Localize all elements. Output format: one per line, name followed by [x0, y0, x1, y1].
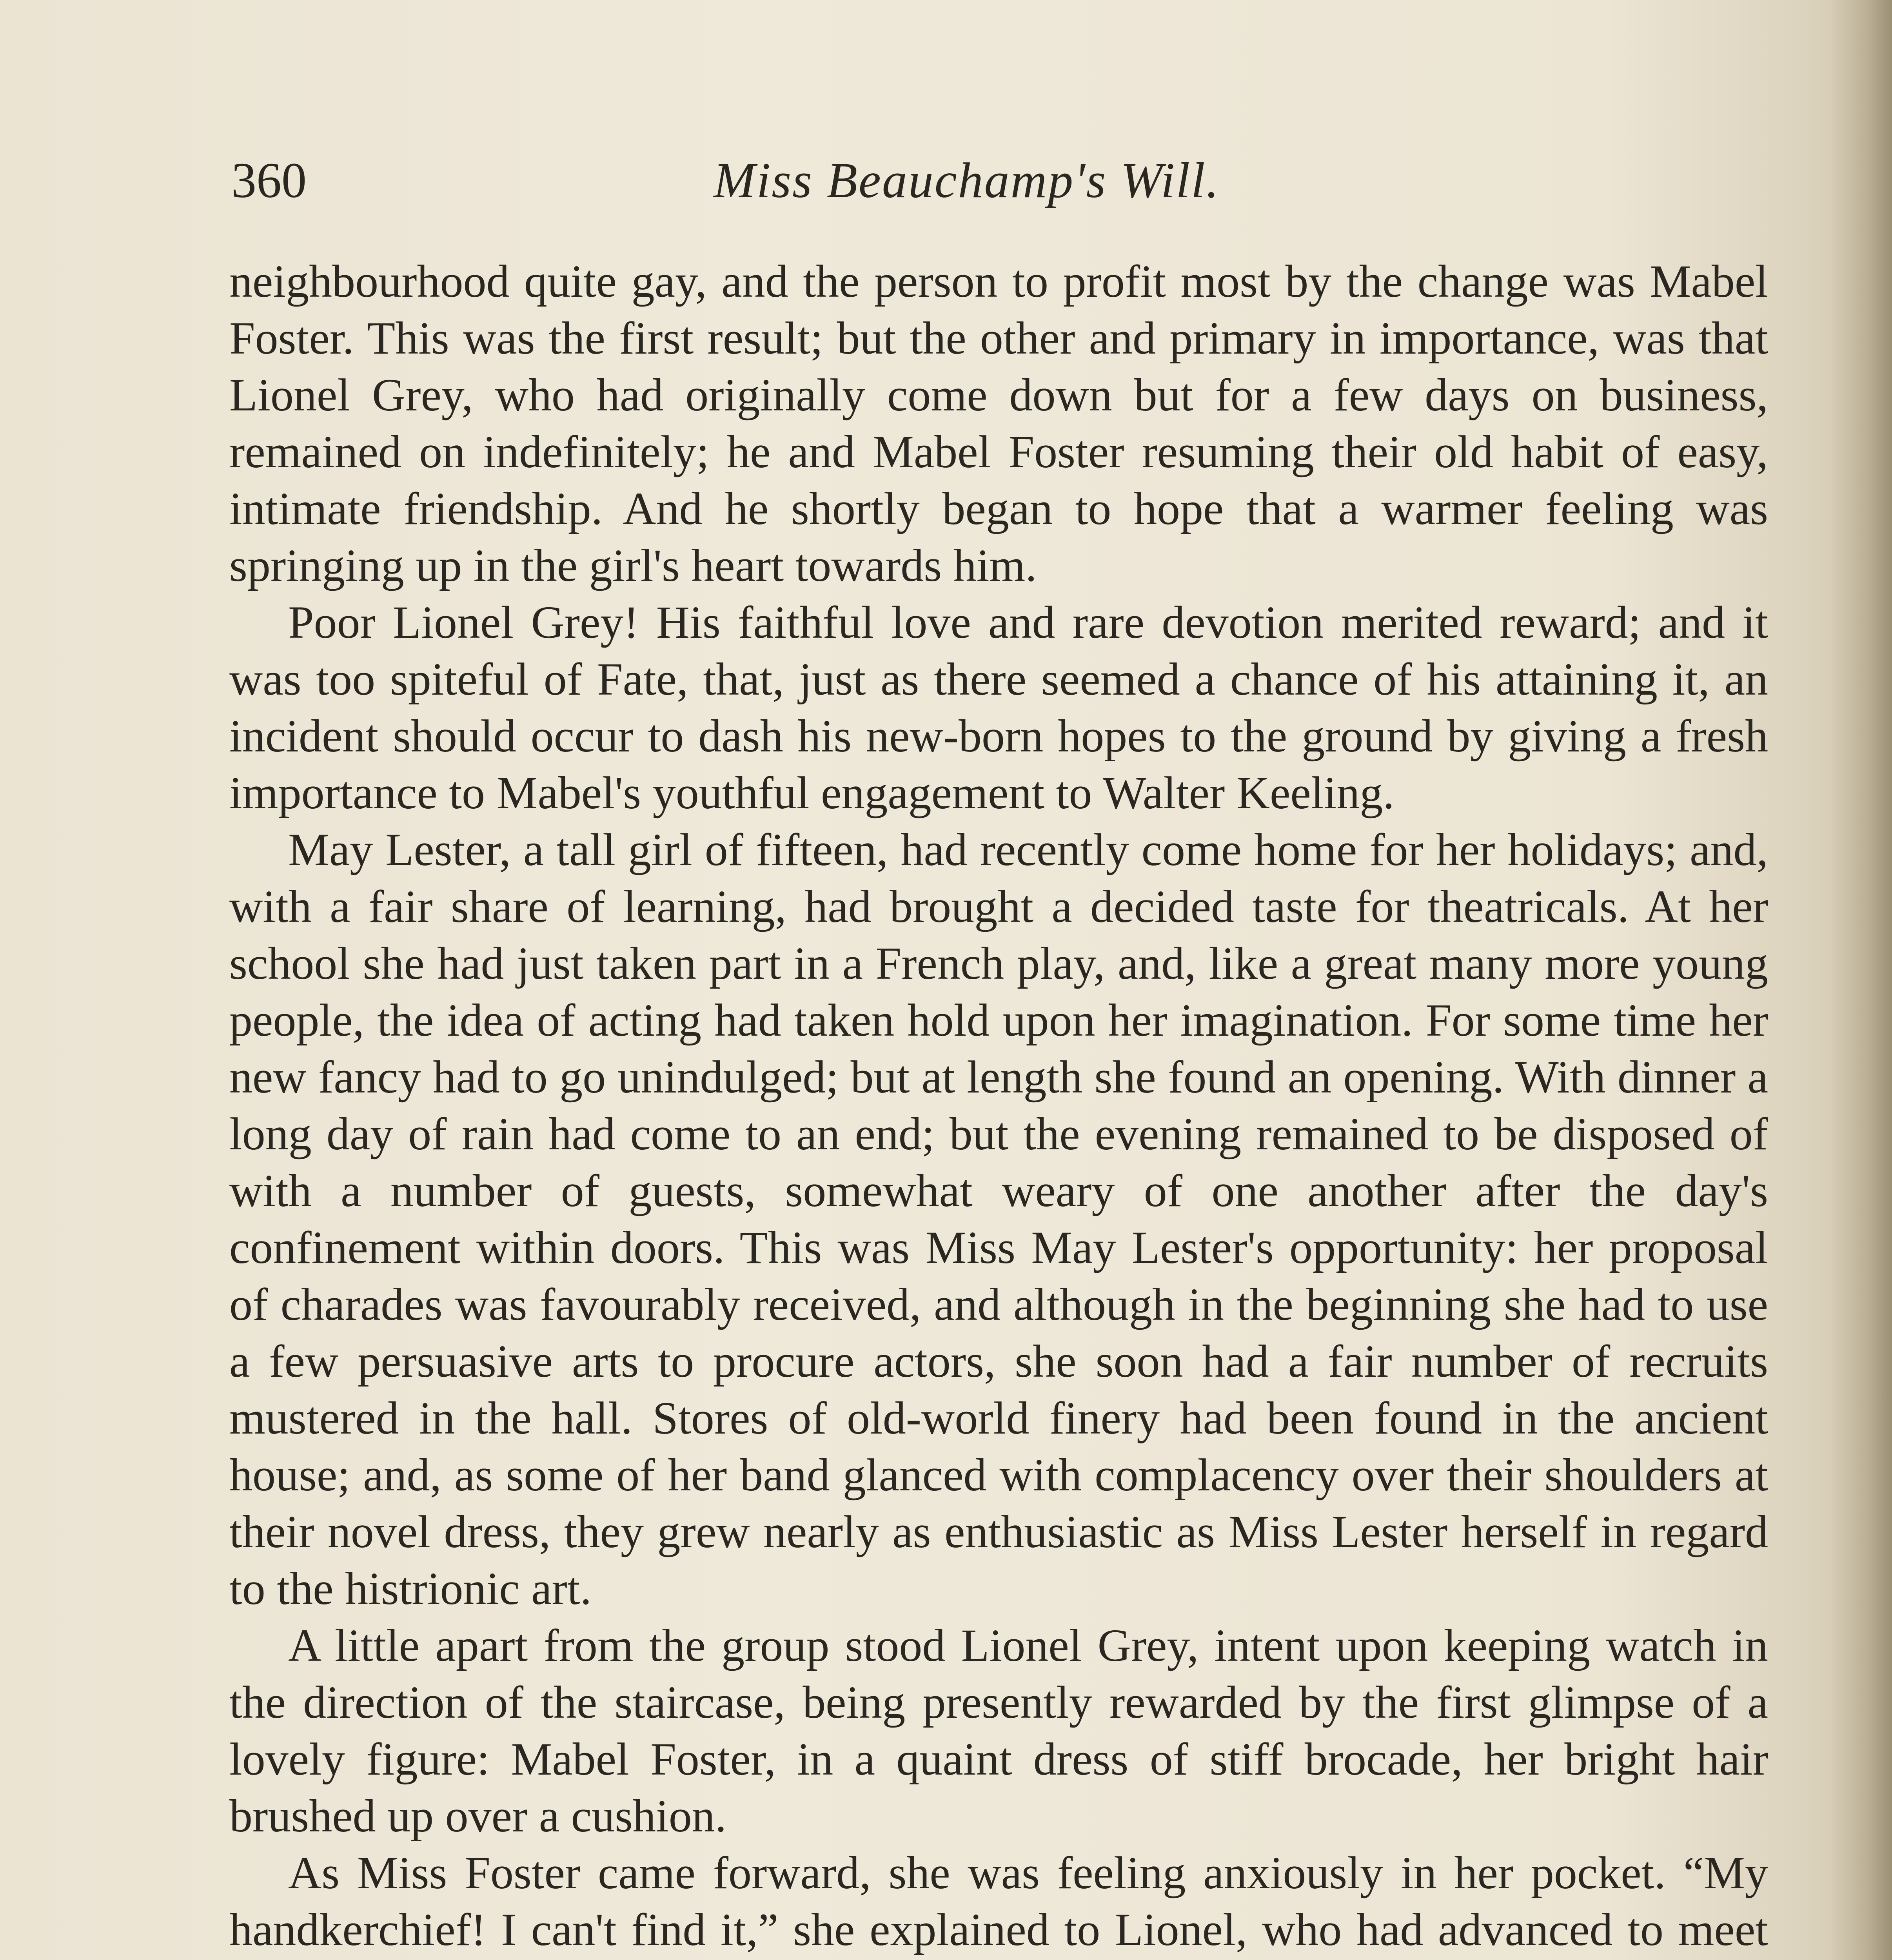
running-title: Miss Beauchamp's Will. [714, 152, 1220, 208]
page-gutter-shadow [1829, 0, 1892, 1960]
paragraph: neighbourhood quite gay, and the person to profit most by the change was Mabel Foster. This was the first result; but the other and primary in importance, was that Lionel Grey, who had originally come down but for a few days on business, remained on indefinitely; he and Mabel Foster resuming their old habit of easy, intimate friendship. And he shortly began to hope that a warmer feeling was springing up in the girl's heart towards him. [229, 256, 1768, 591]
paragraph: Poor Lionel Grey! His faithful love and rare devotion merited reward; and it was too spiteful of Fate, that, just as there seemed a chance of his attaining it, an incident should occur to dash his new-born hopes to the ground by giving a fresh importance to Mabel's youthful engagement to Walter Keeling. [229, 597, 1768, 818]
body-text [229, 253, 1768, 1960]
paragraph: A little apart from the group stood Lionel Grey, intent upon keeping watch in the direction of the staircase, being presently rewarded by the first glimpse of a lovely figure: Mabel Foster, in a quaint dress of stiff brocade, her bright hair brushed up over a cushion. [229, 1620, 1768, 1842]
running-header [231, 145, 1768, 216]
paragraph: May Lester, a tall girl of fifteen, had recently come home for her holidays; and, with a fair share of learning, had brought a decided taste for theatricals. At her school she had just taken part in a French play, and, like a great many more young people, the idea of acting had taken hold upon her imagination. For some time her new fancy had to go unindulged; but at length she found an opening. With dinner a long day of rain had come to an end; but the evening remained to be disposed of with a number of guests, somewhat weary of one another after the day's confinement within doors. This was Miss May Lester's opportunity: her proposal of charades was favourably received, and although in the beginning she had to use a few persuasive arts to procure actors, she soon had a fair number of recruits mustered in the hall. Stores of old-world finery had been found in the ancient house; and, as some of her band glanced with complacency over their shoulders at their novel dress, they grew nearly as enthusiastic as Miss Lester herself in regard to the histrionic art. [229, 824, 1768, 1614]
page-number: 360 [231, 152, 307, 208]
paragraph: As Miss Foster came forward, she was feeling anxiously in her pocket. “My handkerchief! I can't find it,” she explained to Lionel, who had advanced to meet [229, 1847, 1768, 1955]
